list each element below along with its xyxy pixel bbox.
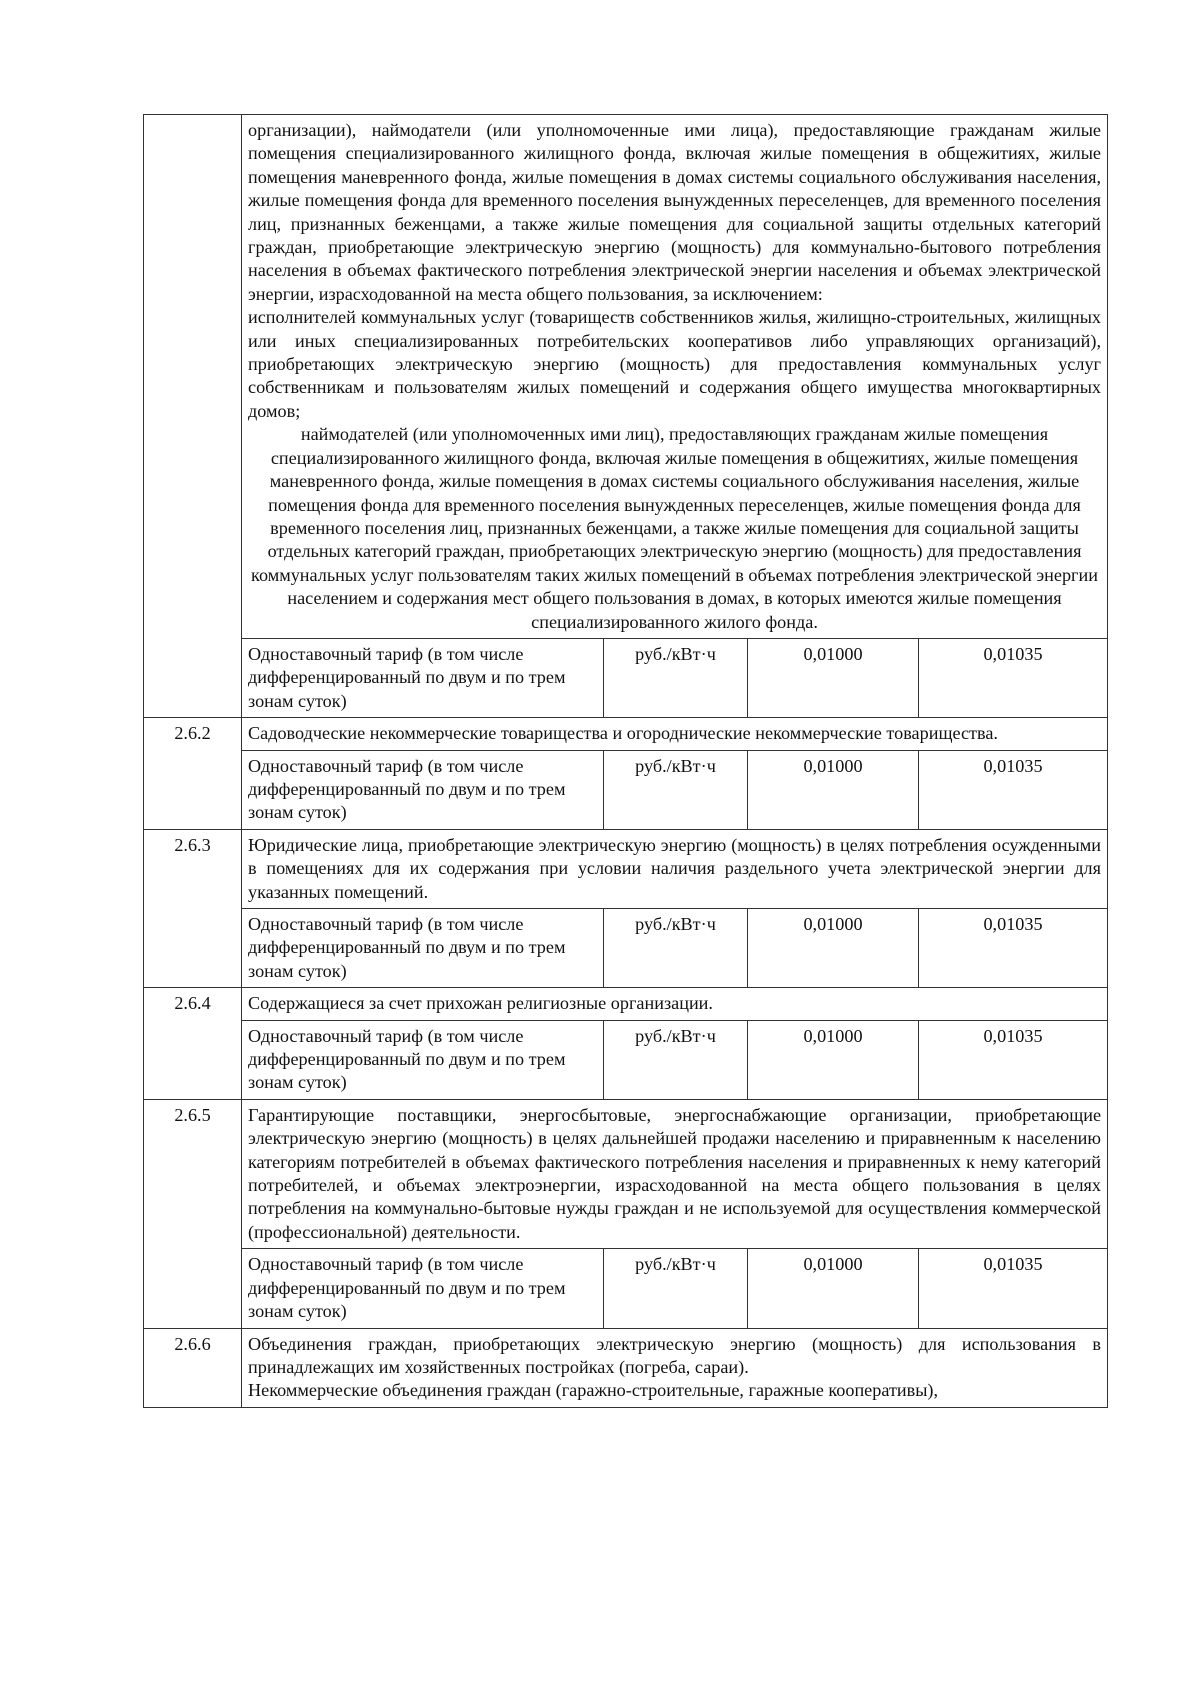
tariff-table-body bbox=[144, 115, 1108, 1408]
tariff-value-2: 0,01035 bbox=[919, 638, 1108, 717]
description-paragraph: Садоводческие некоммерческие товарищества и огороднические некоммерческие товарищества. bbox=[248, 723, 998, 744]
tariff-row bbox=[144, 1020, 1108, 1099]
description-paragraph: Гарантирующие поставщики, энергосбытовые, энергоснабжающие организации, приобретающие электрическую энергию (мощность) в целях дальнейшей продажи населению и приравненным к населению категориям потребителей в объемах фактического потребления населения и приравненных к нему категорий потребителей, и объемах электроэнергии, израсходованной на места общего пользования в целях потребления на коммунально-бытовые нужды граждан и не используемой для осуществления коммерческой (профессиональной) деятельности. bbox=[248, 1104, 1102, 1242]
description-paragraph: Юридические лица, приобретающие электрическую энергию (мощность) в целях потребления осужденными в помещениях для их содержания при условии наличия раздельного учета электрической энергии для указанных помещений. bbox=[248, 834, 1102, 902]
tariff-name: Одноставочный тариф (в том числе дифференцированный по двум и по трем зонам суток) bbox=[242, 1020, 604, 1099]
tariff-name: Одноставочный тариф (в том числе дифференцированный по двум и по трем зонам суток) bbox=[242, 1249, 604, 1328]
continued-section-row bbox=[144, 115, 1108, 639]
section-row bbox=[144, 829, 1108, 908]
tariff-unit: руб./кВт·ч bbox=[604, 1249, 748, 1328]
description-paragraph: Объединения граждан, приобретающих электрическую энергию (мощность) для использования в принадлежащих им хозяйственных постройках (погреба, сараи). bbox=[248, 1333, 1102, 1377]
section-description bbox=[242, 115, 1108, 639]
section-number: 2.6.6 bbox=[144, 1328, 242, 1407]
tariff-row bbox=[144, 1249, 1108, 1328]
tariff-row bbox=[144, 750, 1108, 829]
section-description bbox=[242, 829, 1108, 908]
description-paragraph: исполнителей коммунальных услуг (товариществ собственников жилья, жилищно-строительных, жилищных или иных специализированных потребительских кооперативов либо управляющих организаций), приобретающих электрическую энергию (мощность) для предоставления коммунальных услуг собственникам и пользователям жилых помещений и содержания общего имущества многоквартирных домов; bbox=[248, 307, 1102, 421]
section-number-cell bbox=[144, 115, 242, 718]
section-row bbox=[144, 1328, 1108, 1407]
tariff-value-2: 0,01035 bbox=[919, 1249, 1108, 1328]
tariff-value-1: 0,01000 bbox=[748, 909, 919, 988]
tariff-unit: руб./кВт·ч bbox=[604, 909, 748, 988]
section-number: 2.6.5 bbox=[144, 1099, 242, 1328]
description-paragraph: организации), наймодатели (или уполномоченные ими лица), предоставляющие гражданам жилые помещения специализированного жилищного фонда, включая жилые помещения в общежитиях, жилые помещения маневренного фонда, жилые помещения в домах системы социального обслуживания населения, жилые помещения фонда для временного поселения вынужденных переселенцев, для временного поселения лиц, признанных беженцами, а также жилые помещения для социальной защиты отдельных категорий граждан, приобретающие электрическую энергию (мощность) для коммунально-бытового потребления населения в объемах фактического потребления электрической энергии населения и объемах электрической энергии, израсходованной на места общего пользования, за исключением: bbox=[248, 120, 1102, 304]
tariff-value-1: 0,01000 bbox=[748, 750, 919, 829]
tariff-unit: руб./кВт·ч bbox=[604, 1020, 748, 1099]
description-paragraph: наймодателей (или уполномоченных ими лиц), предоставляющих гражданам жилые помещения специализированного жилищного фонда, включая жилые помещения в общежитиях, жилые помещения маневренного фонда, жилые помещения в домах системы социального обслуживания населения, жилые помещения фонда для временного поселения вынужденных переселенцев, жилые помещения фонда для временного поселения лиц, признанных беженцами, а также жилые помещения для социальной защиты отдельных категорий граждан, приобретающих электрическую энергию (мощность) для предоставления коммунальных услуг пользователям таких жилых помещений в объемах потребления электрической энергии населением и содержания мест общего пользования в домах, в которых имеются жилые помещения специализированного жилого фонда. bbox=[251, 424, 1098, 632]
tariff-value-1: 0,01000 bbox=[748, 1249, 919, 1328]
section-description bbox=[242, 1099, 1108, 1248]
section-description bbox=[242, 718, 1108, 750]
tariff-row bbox=[144, 909, 1108, 988]
tariff-value-2: 0,01035 bbox=[919, 909, 1108, 988]
section-description bbox=[242, 1328, 1108, 1407]
tariff-value-2: 0,01035 bbox=[919, 1020, 1108, 1099]
tariff-table bbox=[143, 114, 1108, 1408]
tariff-unit: руб./кВт·ч bbox=[604, 750, 748, 829]
section-number: 2.6.4 bbox=[144, 988, 242, 1100]
section-description bbox=[242, 988, 1108, 1020]
section-number: 2.6.2 bbox=[144, 718, 242, 830]
section-row bbox=[144, 718, 1108, 750]
description-paragraph: Содержащиеся за счет прихожан религиозные организации. bbox=[248, 993, 713, 1014]
tariff-name: Одноставочный тариф (в том числе дифференцированный по двум и по трем зонам суток) bbox=[242, 638, 604, 717]
tariff-value-1: 0,01000 bbox=[748, 638, 919, 717]
tariff-unit: руб./кВт·ч bbox=[604, 638, 748, 717]
tariff-value-2: 0,01035 bbox=[919, 750, 1108, 829]
tariff-value-1: 0,01000 bbox=[748, 1020, 919, 1099]
section-number: 2.6.3 bbox=[144, 829, 242, 987]
section-row bbox=[144, 1099, 1108, 1248]
tariff-row bbox=[144, 638, 1108, 717]
description-paragraph: Некоммерческие объединения граждан (гаражно-строительные, гаражные кооперативы), bbox=[248, 1380, 939, 1401]
tariff-name: Одноставочный тариф (в том числе дифференцированный по двум и по трем зонам суток) bbox=[242, 750, 604, 829]
section-row bbox=[144, 988, 1108, 1020]
tariff-name: Одноставочный тариф (в том числе дифференцированный по двум и по трем зонам суток) bbox=[242, 909, 604, 988]
